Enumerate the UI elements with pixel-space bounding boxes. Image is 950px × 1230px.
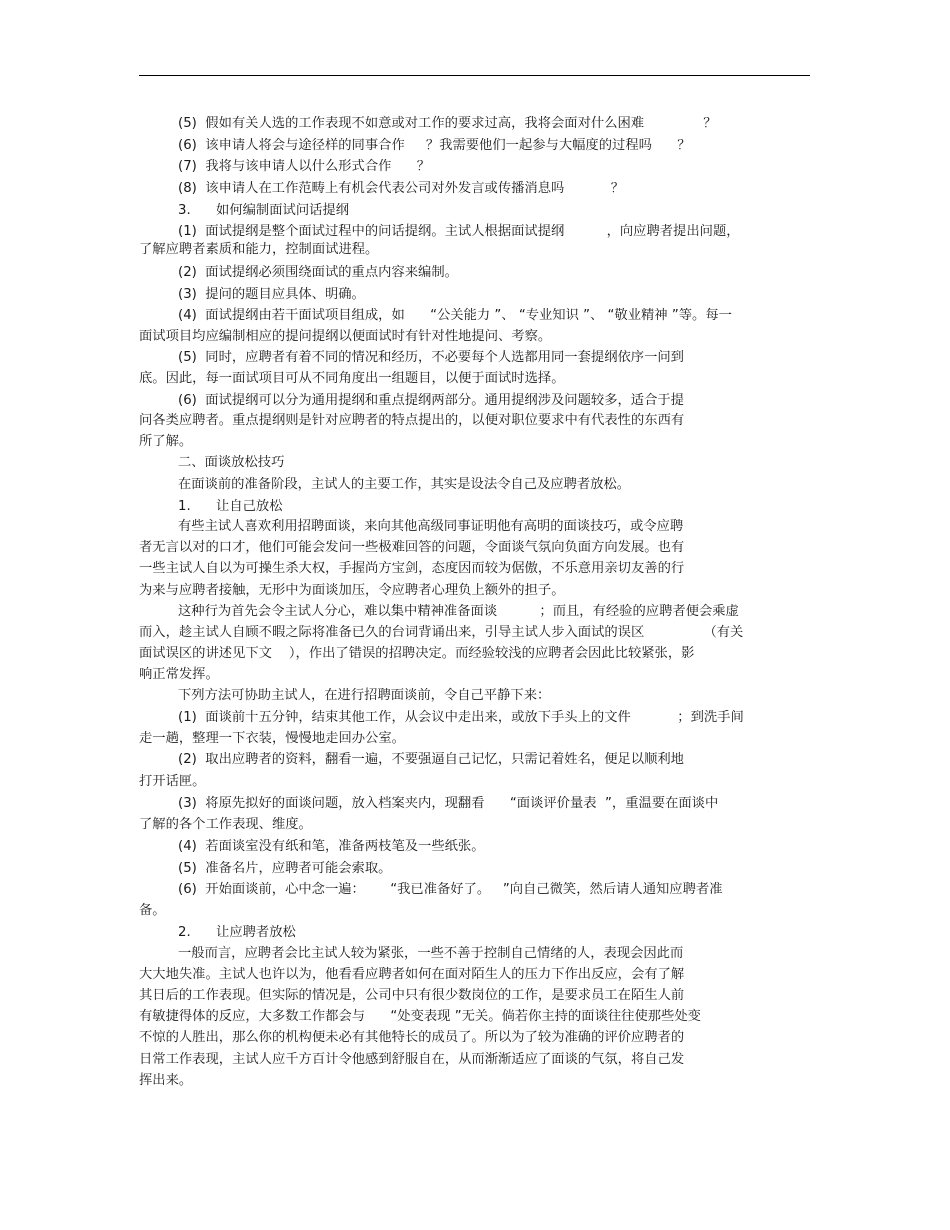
text-line: (8) 该申请人在工作范畴上有机会代表公司对外发言或传播消息吗 ？ bbox=[178, 181, 625, 196]
text-line: 其日后的工作表现。但实际的情况是，公司中只有很少数岗位的工作，是要求员工在陌生人前 bbox=[139, 988, 685, 1003]
text-line: (2) 取出应聘者的资料，翻看一遍，不要强逼自己记忆，只需记着姓名，便足以顺利地 bbox=[178, 752, 684, 767]
text-line: 了解的各个工作表现、维度。 bbox=[139, 817, 312, 832]
text-line: 在面谈前的准备阶段，主试人的主要工作，其实是设法令自己及应聘者放松。 bbox=[178, 477, 631, 492]
text-line: 问各类应聘者。重点提纲则是针对应聘者的特点提出的，以便对职位要求中有代表性的东西有 bbox=[139, 413, 685, 428]
text-line: (3) 提问的题目应具体、明确。 bbox=[178, 287, 365, 302]
text-line: 面试误区的讲述见下文 ），作出了错误的招聘决定。而经验较浅的应聘者会因此比较紧张，影 bbox=[139, 646, 695, 661]
text-line: 不惊的人胜出，那么你的机构便未必有其他特长的成员了。所以为了较为准确的评价应聘者的 bbox=[139, 1030, 685, 1045]
text-line: 2. 让应聘者放松 bbox=[178, 925, 296, 940]
text-line: 大大地失准。主试人也许以为，他看看应聘者如何在面对陌生人的压力下作出反应，会有了解 bbox=[139, 967, 685, 982]
header-rule bbox=[139, 75, 810, 76]
text-line: (5) 同时，应聘者有着不同的情况和经历，不必要每个人选都用同一套提纲依序一问到 bbox=[178, 350, 684, 365]
text-line: 面试项目均应编制相应的提问提纲以便面试时有针对性地提问、考察。 bbox=[139, 329, 552, 344]
text-line: 1. 让自己放松 bbox=[178, 499, 283, 514]
text-line: 一般而言，应聘者会比主试人较为紧张，一些不善于控制自己情绪的人，表现会因此而 bbox=[178, 946, 684, 961]
text-line: 这种行为首先会令主试人分心，难以集中精神准备面谈 ；而且，有经验的应聘者便会乘虚 bbox=[178, 604, 739, 619]
text-line: 挥出来。 bbox=[139, 1073, 193, 1088]
text-line: (5) 准备名片，应聘者可能会索取。 bbox=[178, 861, 392, 876]
text-line: 所了解。 bbox=[139, 434, 193, 449]
text-line: 有些主试人喜欢利用招聘面谈，来向其他高级同事证明他有高明的面谈技巧，或令应聘 bbox=[178, 519, 684, 534]
text-line: (6) 面试提纲可以分为通用提纲和重点提纲两部分。通用提纲涉及问题较多，适合于提 bbox=[178, 393, 684, 408]
text-line: 走一趟，整理一下衣装，慢慢地走回办公室。 bbox=[139, 731, 405, 746]
text-line: 底。因此，每一面试项目可从不同角度出一组题目，以便于面试时选择。 bbox=[139, 371, 565, 386]
text-line: 一些主试人自以为可操生杀大权，手握尚方宝剑，态度因而较为倨傲，不乐意用亲切友善的行 bbox=[139, 561, 685, 576]
text-line: (4) 若面谈室没有纸和笔，准备两枝笔及一些纸张。 bbox=[178, 839, 485, 854]
text-line: 了解应聘者素质和能力，控制面试进程。 bbox=[139, 242, 379, 257]
text-line: 者无言以对的口才，他们可能会发问一些极难回答的问题，令面谈气氛向负面方向发展。也有 bbox=[139, 540, 685, 555]
text-line: 打开话匣。 bbox=[139, 774, 206, 789]
text-line: (7) 我将与该申请人以什么形式合作 ？ bbox=[178, 159, 431, 174]
text-line: (3) 将原先拟好的面谈问题，放入档案夹内，现翻看 “面谈评价量表 ”，重温要在面谈中 bbox=[178, 796, 719, 811]
text-line: (6) 该申请人将会与途径样的同事合作 ？我需要他们一起参与大幅度的过程吗 ？ bbox=[178, 138, 691, 153]
text-line: 而入，趁主试人自顾不暇之际将准备已久的台词背诵出来，引导主试人步入面试的误区 （有关 bbox=[139, 625, 744, 640]
text-line: (5) 假如有关人选的工作表现不如意或对工作的要求过高，我将会面对什么困难 ？ bbox=[178, 116, 717, 131]
text-line: (2) 面试提纲必须围绕面试的重点内容来编制。 bbox=[178, 265, 458, 280]
text-line: 为来与应聘者接触，无形中为面谈加压，令应聘者心理负上额外的担子。 bbox=[139, 583, 565, 598]
text-line: (1) 面谈前十五分钟，结束其他工作，从会议中走出来，或放下手头上的文件 ；到洗手间 bbox=[178, 710, 744, 725]
text-line: (4) 面试提纲由若干面试项目组成，如 “公关能力 ”、 “专业知识 ”、 “敬业精神 ”等。每一 bbox=[178, 308, 732, 323]
text-line: (1) 面试提纲是整个面试过程中的问话提纲。主试人根据面试提纲 ，向应聘者提出问题， bbox=[178, 224, 740, 239]
text-line: 二、面谈放松技巧 bbox=[178, 455, 285, 470]
text-line: 响正常发挥。 bbox=[139, 667, 219, 682]
text-line: 日常工作表现，主试人应千方百计令他感到舒服自在，从而渐渐适应了面谈的气氛，将自己发 bbox=[139, 1052, 685, 1067]
text-line: 有敏捷得体的反应，大多数工作都会与 “处变表现 ”无关。倘若你主持的面谈往往使那些处变 bbox=[139, 1009, 701, 1024]
text-line: 下列方法可协助主试人，在进行招聘面谈前，令自己平静下来： bbox=[178, 688, 551, 703]
text-line: 3. 如何编制面试问话提纲 bbox=[178, 203, 350, 218]
text-line: 备。 bbox=[139, 903, 166, 918]
text-line: (6) 开始面谈前，心中念一遍： “我已准备好了。 ”向自己微笑，然后请人通知应聘者准 bbox=[178, 882, 723, 897]
